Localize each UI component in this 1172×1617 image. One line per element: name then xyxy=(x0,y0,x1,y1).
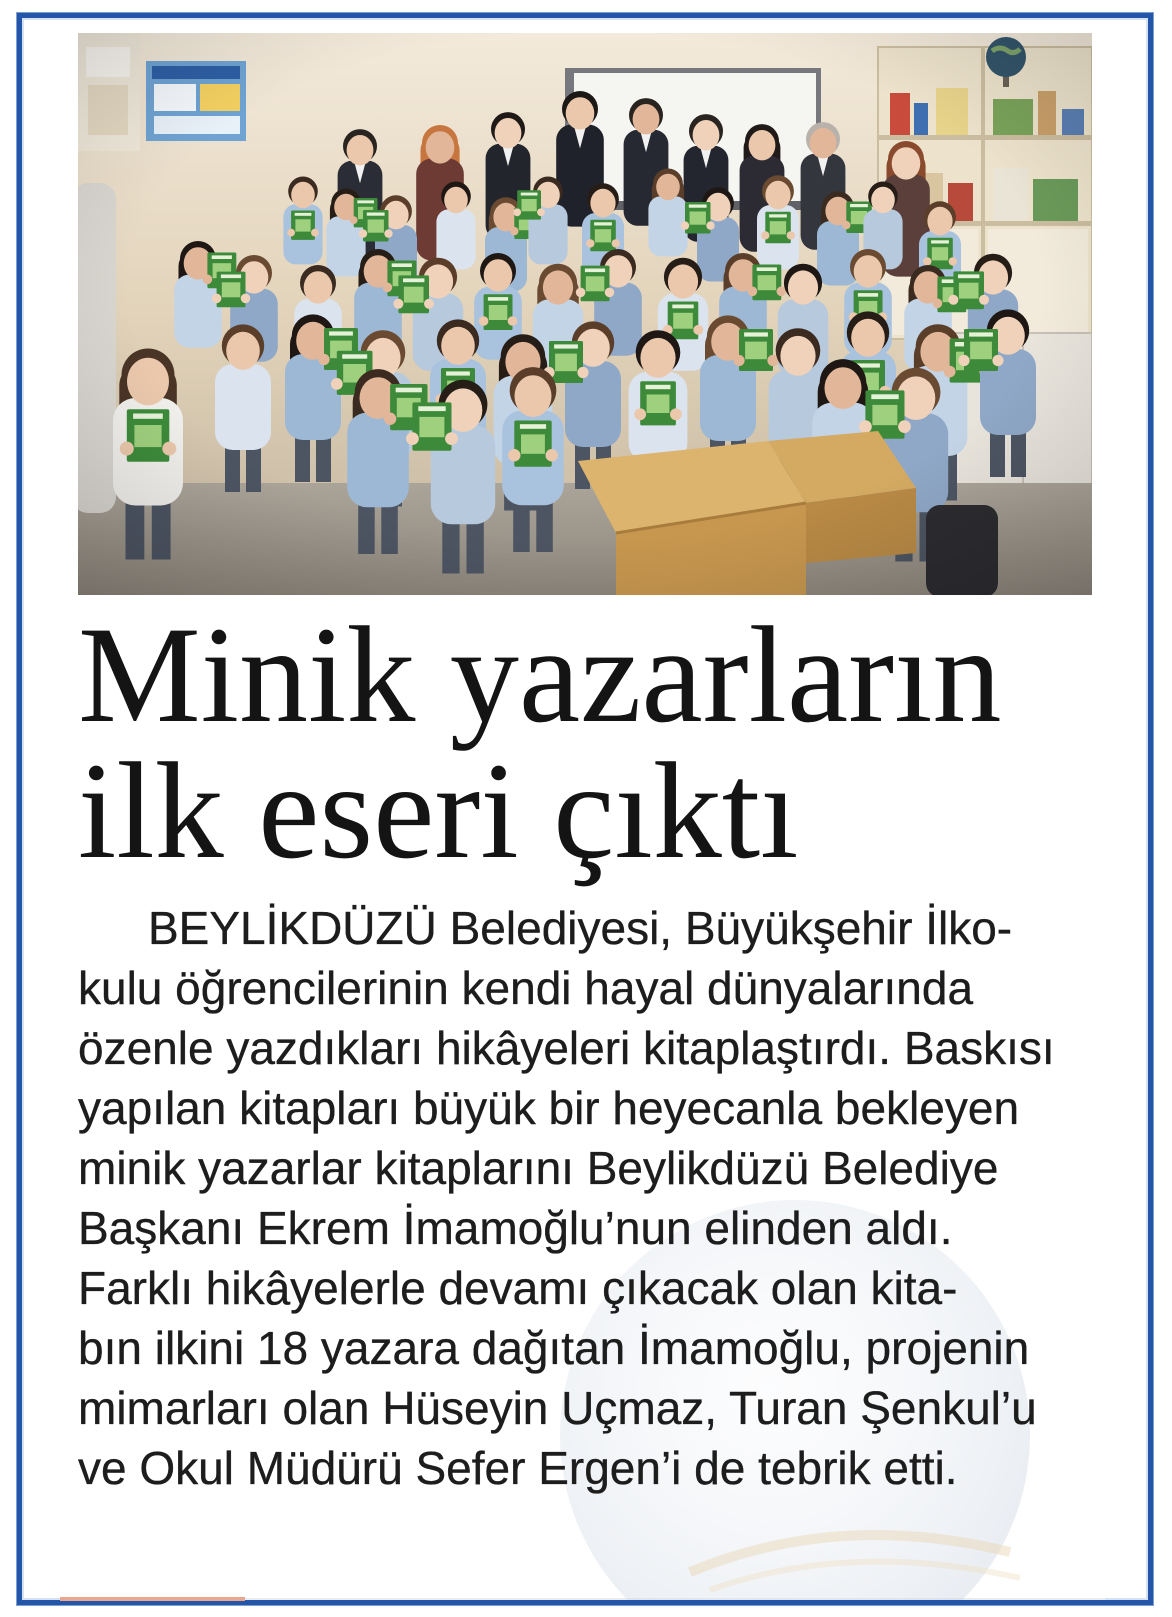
article-photo xyxy=(78,33,1092,595)
body-line: özenle yazdıkları hikâyeleri kitaplaştırdı. Baskısı xyxy=(78,1022,1055,1074)
bottom-accent-rule xyxy=(60,1597,245,1601)
body-line: minik yazarlar kitaplarını Beylikdüzü Belediye xyxy=(78,1142,999,1194)
headline-line: Minik yazarların xyxy=(78,598,1002,751)
body-line: yapılan kitapları büyük bir heyecanla bekleyen xyxy=(78,1082,1020,1134)
headline-line: ilk eseri çıktı xyxy=(78,734,799,887)
photo-vignette xyxy=(78,33,1092,595)
body-line: mimarları olan Hüseyin Uçmaz, Turan Şenkul’u xyxy=(78,1382,1037,1434)
article-body xyxy=(78,898,1055,1498)
body-line: kulu öğrencilerinin kendi hayal dünyalarında xyxy=(78,962,974,1014)
body-line: Başkanı Ekrem İmamoğlu’nun elinden aldı. xyxy=(78,1202,953,1254)
body-line: ve Okul Müdürü Sefer Ergen’i de tebrik etti. xyxy=(78,1442,958,1494)
body-line: Farklı hikâyelerle devamı çıkacak olan kita- xyxy=(78,1262,958,1314)
body-line: BEYLİKDÜZÜ Belediyesi, Büyükşehir İlko- xyxy=(148,902,1013,954)
body-line: bın ilkini 18 yazara dağıtan İmamoğlu, projenin xyxy=(78,1322,1030,1374)
article-headline xyxy=(78,598,1002,887)
